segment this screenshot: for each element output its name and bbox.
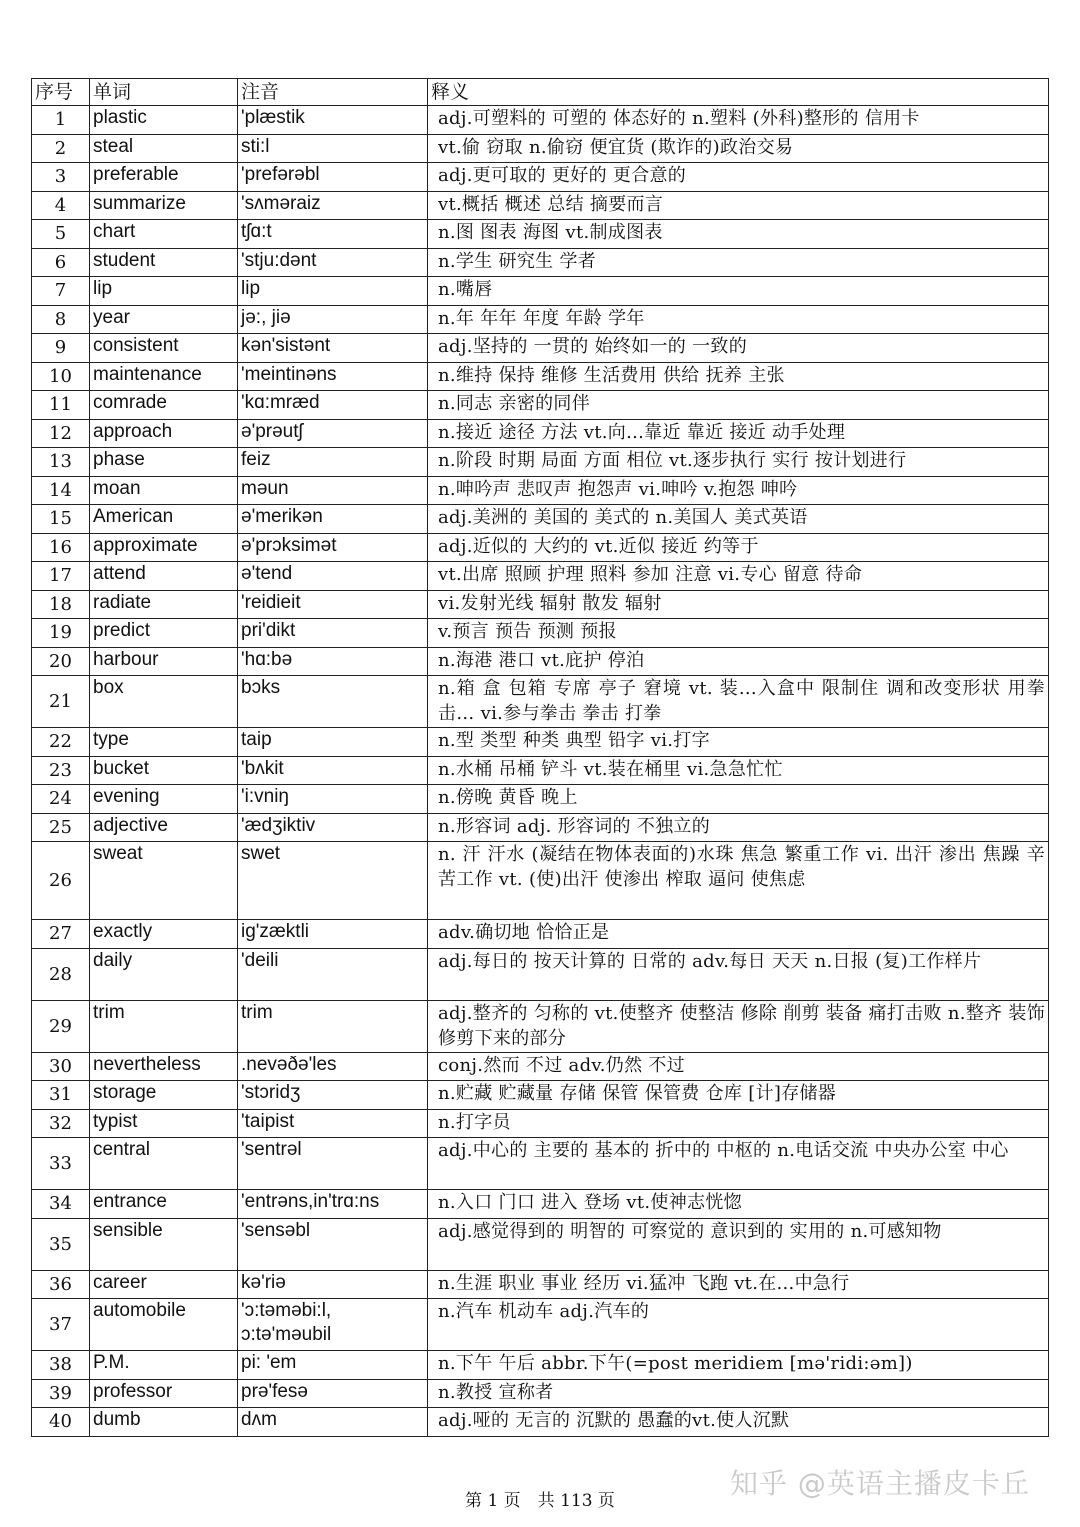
word-cell: daily <box>90 948 238 1000</box>
row-number: 24 <box>32 785 90 814</box>
word-cell: year <box>90 305 238 334</box>
table-row <box>32 1052 1049 1081</box>
row-number: 28 <box>32 948 90 1000</box>
phonetic-cell: swet <box>238 842 428 920</box>
word-cell: student <box>90 248 238 277</box>
definition-cell: n.同志 亲密的同伴 <box>428 391 1049 420</box>
table-row <box>32 248 1049 277</box>
row-number: 37 <box>32 1299 90 1351</box>
table-row <box>32 676 1049 728</box>
row-number: 12 <box>32 419 90 448</box>
word-cell: lip <box>90 277 238 306</box>
definition-cell: n.贮藏 贮藏量 存储 保管 保管费 仓库 [计]存储器 <box>428 1081 1049 1110</box>
row-number: 29 <box>32 1000 90 1052</box>
phonetic-cell: 'i:vniŋ <box>238 785 428 814</box>
definition-cell: n.海港 港口 vt.庇护 停泊 <box>428 647 1049 676</box>
phonetic-cell: trim <box>238 1000 428 1052</box>
definition-cell: adj.可塑料的 可塑的 体态好的 n.塑料 (外科)整形的 信用卡 <box>428 106 1049 135</box>
row-number: 21 <box>32 676 90 728</box>
row-number: 33 <box>32 1138 90 1190</box>
table-row <box>32 391 1049 420</box>
table-row <box>32 1109 1049 1138</box>
definition-cell: adv.确切地 恰恰正是 <box>428 920 1049 949</box>
definition-cell: n.阶段 时期 局面 方面 相位 vt.逐步执行 实行 按计划进行 <box>428 448 1049 477</box>
definition-cell: n.汽车 机动车 adj.汽车的 <box>428 1299 1049 1351</box>
word-cell: entrance <box>90 1190 238 1219</box>
word-cell: moan <box>90 476 238 505</box>
word-cell: type <box>90 728 238 757</box>
table-row <box>32 813 1049 842</box>
phonetic-cell: ə'tend <box>238 562 428 591</box>
table-row <box>32 419 1049 448</box>
table-row <box>32 1190 1049 1219</box>
phonetic-cell: 'bʌkit <box>238 756 428 785</box>
table-row <box>32 533 1049 562</box>
phonetic-cell: kən'sistənt <box>238 334 428 363</box>
definition-cell: n.嘴唇 <box>428 277 1049 306</box>
phonetic-cell: pri'dikt <box>238 619 428 648</box>
table-row <box>32 505 1049 534</box>
word-cell: career <box>90 1270 238 1299</box>
row-number: 14 <box>32 476 90 505</box>
phonetic-cell: feiz <box>238 448 428 477</box>
table-row <box>32 785 1049 814</box>
row-number: 23 <box>32 756 90 785</box>
phonetic-cell: 'stju:dənt <box>238 248 428 277</box>
phonetic-cell: taip <box>238 728 428 757</box>
table-row <box>32 948 1049 1000</box>
word-cell: comrade <box>90 391 238 420</box>
row-number: 1 <box>32 106 90 135</box>
word-cell: radiate <box>90 590 238 619</box>
definition-cell: adj.感觉得到的 明智的 可察觉的 意识到的 实用的 n.可感知物 <box>428 1218 1049 1270</box>
phonetic-cell: ə'prəutʃ <box>238 419 428 448</box>
table-row <box>32 1299 1049 1351</box>
definition-cell: n.接近 途径 方法 vt.向...靠近 靠近 接近 动手处理 <box>428 419 1049 448</box>
word-cell: American <box>90 505 238 534</box>
word-cell: approach <box>90 419 238 448</box>
definition-cell: adj.坚持的 一贯的 始终如一的 一致的 <box>428 334 1049 363</box>
definition-cell: adj.近似的 大约的 vt.近似 接近 约等于 <box>428 533 1049 562</box>
table-row <box>32 1218 1049 1270</box>
row-number: 4 <box>32 191 90 220</box>
table-row <box>32 590 1049 619</box>
definition-cell: conj.然而 不过 adv.仍然 不过 <box>428 1052 1049 1081</box>
word-cell: professor <box>90 1379 238 1408</box>
row-number: 18 <box>32 590 90 619</box>
table-row <box>32 277 1049 306</box>
watermark: 知乎 @英语主播皮卡丘 <box>730 1467 1030 1500</box>
row-number: 17 <box>32 562 90 591</box>
row-number: 27 <box>32 920 90 949</box>
definition-cell: n.年 年年 年度 年龄 学年 <box>428 305 1049 334</box>
word-cell: exactly <box>90 920 238 949</box>
table-row <box>32 1138 1049 1190</box>
word-cell: chart <box>90 220 238 249</box>
table-row <box>32 562 1049 591</box>
header-word: 单词 <box>90 79 238 106</box>
table-row <box>32 362 1049 391</box>
table-row <box>32 220 1049 249</box>
table-row <box>32 842 1049 920</box>
word-cell: P.M. <box>90 1351 238 1380</box>
phonetic-cell: ə'prɔksimət <box>238 533 428 562</box>
table-row <box>32 334 1049 363</box>
word-cell: adjective <box>90 813 238 842</box>
phonetic-cell: .nevəðə'les <box>238 1052 428 1081</box>
phonetic-cell: 'sentrəl <box>238 1138 428 1190</box>
table-row <box>32 1379 1049 1408</box>
definition-cell: adj.整齐的 匀称的 vt.使整齐 使整洁 修除 削剪 装备 痛打击败 n.整齐 装饰 修剪下来的部分 <box>428 1000 1049 1052</box>
definition-cell: adj.美洲的 美国的 美式的 n.美国人 美式英语 <box>428 505 1049 534</box>
word-cell: consistent <box>90 334 238 363</box>
word-cell: sweat <box>90 842 238 920</box>
word-cell: steal <box>90 134 238 163</box>
phonetic-cell: dʌm <box>238 1408 428 1437</box>
table-header-row <box>32 79 1049 106</box>
table-row <box>32 1000 1049 1052</box>
table-row <box>32 1081 1049 1110</box>
page-footer: 第 1 页 共 113 页 <box>465 1491 615 1511</box>
row-number: 8 <box>32 305 90 334</box>
row-number: 26 <box>32 842 90 920</box>
definition-cell: n.下午 午后 abbr.下午(=post meridiem [mə'ridi:əm]) <box>428 1351 1049 1380</box>
header-phonetic: 注音 <box>238 79 428 106</box>
phonetic-cell: 'entrəns,in'trɑ:ns <box>238 1190 428 1219</box>
definition-cell: vi.发射光线 辐射 散发 辐射 <box>428 590 1049 619</box>
row-number: 30 <box>32 1052 90 1081</box>
definition-cell: adj.中心的 主要的 基本的 折中的 中枢的 n.电话交流 中央办公室 中心 <box>428 1138 1049 1190</box>
word-cell: maintenance <box>90 362 238 391</box>
row-number: 36 <box>32 1270 90 1299</box>
row-number: 25 <box>32 813 90 842</box>
phonetic-cell: kə'riə <box>238 1270 428 1299</box>
phonetic-cell: 'plæstik <box>238 106 428 135</box>
table-row <box>32 619 1049 648</box>
table-row <box>32 305 1049 334</box>
row-number: 39 <box>32 1379 90 1408</box>
table-row <box>32 1270 1049 1299</box>
word-cell: typist <box>90 1109 238 1138</box>
phonetic-cell: prə'fesə <box>238 1379 428 1408</box>
table-row <box>32 106 1049 135</box>
word-cell: automobile <box>90 1299 238 1351</box>
phonetic-cell: 'sensəbl <box>238 1218 428 1270</box>
row-number: 19 <box>32 619 90 648</box>
table-row <box>32 1408 1049 1437</box>
row-number: 9 <box>32 334 90 363</box>
phonetic-cell: 'taipist <box>238 1109 428 1138</box>
word-cell: storage <box>90 1081 238 1110</box>
definition-cell: n.生涯 职业 事业 经历 vi.猛冲 飞跑 vt.在...中急行 <box>428 1270 1049 1299</box>
phonetic-cell: pi: 'em <box>238 1351 428 1380</box>
row-number: 7 <box>32 277 90 306</box>
definition-cell: adj.更可取的 更好的 更合意的 <box>428 163 1049 192</box>
phonetic-cell: ə'merikən <box>238 505 428 534</box>
definition-cell: n.打字员 <box>428 1109 1049 1138</box>
definition-cell: n.维持 保持 维修 生活费用 供给 抚养 主张 <box>428 362 1049 391</box>
phonetic-cell: tʃɑ:t <box>238 220 428 249</box>
phonetic-cell: 'hɑ:bə <box>238 647 428 676</box>
phonetic-cell: 'meintinəns <box>238 362 428 391</box>
definition-cell: vt.偷 窃取 n.偷窃 便宜货 (欺诈的)政治交易 <box>428 134 1049 163</box>
word-cell: attend <box>90 562 238 591</box>
vocabulary-table <box>31 78 1049 1437</box>
phonetic-cell: lip <box>238 277 428 306</box>
definition-cell: n. 汗 汗水 (凝结在物体表面的)水珠 焦急 繁重工作 vi. 出汗 渗出 焦躁 辛苦工作 vt. (使)出汗 使渗出 榨取 逼问 使焦虑 <box>428 842 1049 920</box>
word-cell: evening <box>90 785 238 814</box>
definition-cell: vt.概括 概述 总结 摘要而言 <box>428 191 1049 220</box>
word-cell: predict <box>90 619 238 648</box>
definition-cell: adj.每日的 按天计算的 日常的 adv.每日 天天 n.日报 (复)工作样片 <box>428 948 1049 1000</box>
phonetic-cell: 'sʌməraiz <box>238 191 428 220</box>
definition-cell: adj.哑的 无言的 沉默的 愚蠢的vt.使人沉默 <box>428 1408 1049 1437</box>
phonetic-cell: 'reidieit <box>238 590 428 619</box>
row-number: 22 <box>32 728 90 757</box>
phonetic-cell: 'ædʒiktiv <box>238 813 428 842</box>
row-number: 40 <box>32 1408 90 1437</box>
row-number: 2 <box>32 134 90 163</box>
word-cell: sensible <box>90 1218 238 1270</box>
definition-cell: n.型 类型 种类 典型 铅字 vi.打字 <box>428 728 1049 757</box>
phonetic-cell: 'prefərəbl <box>238 163 428 192</box>
table-row <box>32 920 1049 949</box>
phonetic-cell: 'deili <box>238 948 428 1000</box>
definition-cell: v.预言 预告 预测 预报 <box>428 619 1049 648</box>
phonetic-cell: 'kɑ:mræd <box>238 391 428 420</box>
phonetic-cell: sti:l <box>238 134 428 163</box>
word-cell: nevertheless <box>90 1052 238 1081</box>
phonetic-cell: məun <box>238 476 428 505</box>
definition-cell: n.学生 研究生 学者 <box>428 248 1049 277</box>
row-number: 38 <box>32 1351 90 1380</box>
table-row <box>32 163 1049 192</box>
row-number: 13 <box>32 448 90 477</box>
definition-cell: n.箱 盒 包箱 专席 亭子 窘境 vt. 装...入盒中 限制住 调和改变形状 用拳击… vi.参与拳击 拳击 打拳 <box>428 676 1049 728</box>
word-cell: dumb <box>90 1408 238 1437</box>
row-number: 16 <box>32 533 90 562</box>
phonetic-cell: ig'zæktli <box>238 920 428 949</box>
row-number: 35 <box>32 1218 90 1270</box>
definition-cell: n.呻吟声 悲叹声 抱怨声 vi.呻吟 v.抱怨 呻吟 <box>428 476 1049 505</box>
table-row <box>32 134 1049 163</box>
phonetic-cell: jə:, jiə <box>238 305 428 334</box>
word-cell: central <box>90 1138 238 1190</box>
definition-cell: n.形容词 adj. 形容词的 不独立的 <box>428 813 1049 842</box>
table-row <box>32 728 1049 757</box>
definition-cell: n.傍晚 黄昏 晚上 <box>428 785 1049 814</box>
definition-cell: n.入口 门口 进入 登场 vt.使神志恍惚 <box>428 1190 1049 1219</box>
row-number: 3 <box>32 163 90 192</box>
word-cell: bucket <box>90 756 238 785</box>
table-row <box>32 191 1049 220</box>
word-cell: approximate <box>90 533 238 562</box>
definition-cell: vt.出席 照顾 护理 照料 参加 注意 vi.专心 留意 待命 <box>428 562 1049 591</box>
table-row <box>32 647 1049 676</box>
word-cell: preferable <box>90 163 238 192</box>
table-row <box>32 476 1049 505</box>
row-number: 10 <box>32 362 90 391</box>
row-number: 6 <box>32 248 90 277</box>
table-row <box>32 1351 1049 1380</box>
row-number: 20 <box>32 647 90 676</box>
definition-cell: n.水桶 吊桶 铲斗 vt.装在桶里 vi.急急忙忙 <box>428 756 1049 785</box>
row-number: 5 <box>32 220 90 249</box>
word-cell: harbour <box>90 647 238 676</box>
word-cell: summarize <box>90 191 238 220</box>
row-number: 11 <box>32 391 90 420</box>
row-number: 15 <box>32 505 90 534</box>
header-definition: 释义 <box>428 79 1049 106</box>
definition-cell: n.教授 宣称者 <box>428 1379 1049 1408</box>
table-body <box>32 106 1049 1437</box>
word-cell: phase <box>90 448 238 477</box>
word-cell: plastic <box>90 106 238 135</box>
word-cell: trim <box>90 1000 238 1052</box>
header-num: 序号 <box>32 79 90 106</box>
phonetic-cell: bɔks <box>238 676 428 728</box>
phonetic-cell: 'ɔ:təməbi:l, ɔ:tə'məubil <box>238 1299 428 1351</box>
definition-cell: n.图 图表 海图 vt.制成图表 <box>428 220 1049 249</box>
row-number: 32 <box>32 1109 90 1138</box>
table-row <box>32 756 1049 785</box>
row-number: 31 <box>32 1081 90 1110</box>
word-cell: box <box>90 676 238 728</box>
table-row <box>32 448 1049 477</box>
row-number: 34 <box>32 1190 90 1219</box>
phonetic-cell: 'stɔridʒ <box>238 1081 428 1110</box>
